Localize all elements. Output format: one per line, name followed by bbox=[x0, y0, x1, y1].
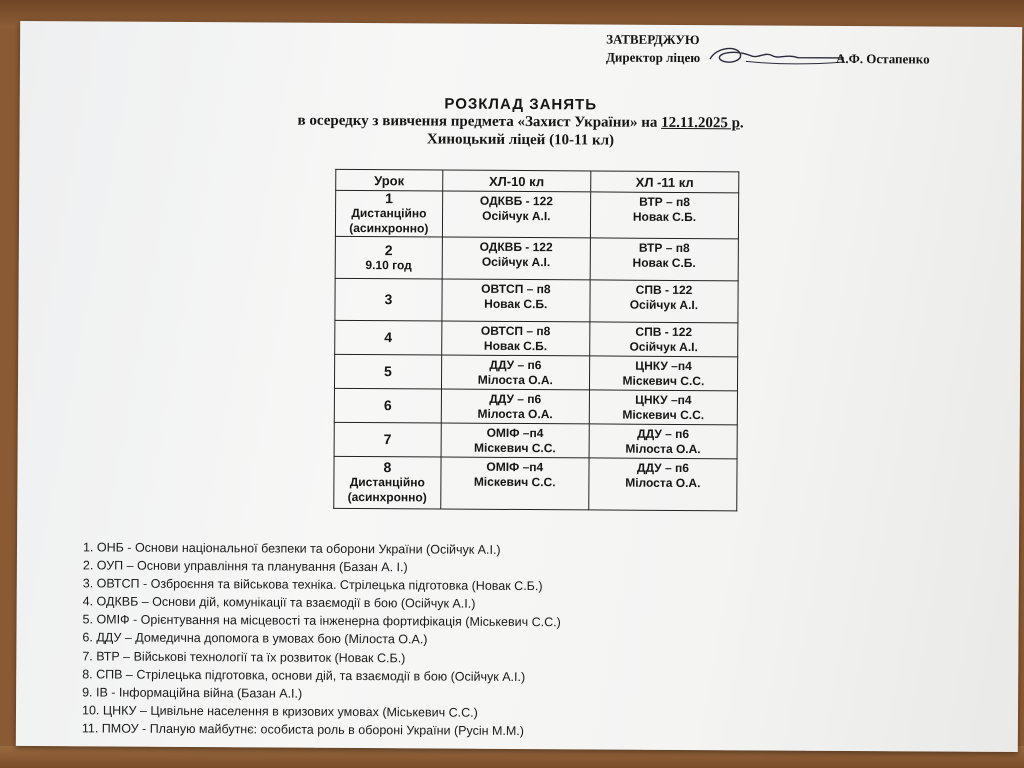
signature bbox=[706, 43, 846, 70]
lesson-number: 3 bbox=[384, 291, 393, 308]
lesson-cell bbox=[334, 456, 441, 509]
lesson-note: 9.10 год bbox=[365, 257, 412, 272]
lesson-note: Дистанційно (асинхронно) bbox=[349, 205, 429, 236]
teacher: Новак С.Б. bbox=[632, 209, 697, 225]
lesson-number: 4 bbox=[384, 329, 393, 346]
table-row bbox=[334, 354, 737, 390]
class-11-cell bbox=[589, 356, 737, 391]
class-10-cell bbox=[441, 389, 589, 424]
subject: ОВТСП – п8 bbox=[480, 323, 551, 339]
teacher: Осійчук А.І. bbox=[629, 297, 699, 313]
teacher: Осійчук А.І. bbox=[482, 208, 551, 224]
teacher: Міскевич С.С. bbox=[622, 373, 705, 389]
lesson-number: 8 bbox=[383, 459, 392, 476]
lesson-cell bbox=[334, 388, 441, 423]
subject: ЦНКУ –п4 bbox=[635, 392, 692, 408]
subject: СПВ - 122 bbox=[635, 324, 693, 340]
class-11-cell bbox=[590, 238, 738, 281]
list-item: 1. ОНБ - Основи національної безпеки та оборони України (Осійчук А.І.) bbox=[82, 540, 501, 557]
school-name: Хиноцький ліцей (10-11 кл) bbox=[426, 131, 615, 149]
subject: ВТР – п8 bbox=[638, 240, 690, 256]
lesson-cell bbox=[334, 422, 441, 457]
subject: ДДУ – п6 bbox=[636, 460, 689, 476]
subject: ВТР – п8 bbox=[639, 194, 691, 210]
teacher: Мілоста О.А. bbox=[625, 441, 701, 457]
lesson-number: 2 bbox=[384, 241, 393, 258]
table-row bbox=[334, 388, 737, 424]
class-10-cell bbox=[442, 279, 590, 322]
lesson-note: Дистанційно (асинхронно) bbox=[347, 474, 427, 505]
lesson-cell bbox=[335, 320, 442, 355]
approval-heading: ЗАТВЕРДЖУЮ bbox=[606, 31, 700, 48]
list-item: 11. ПМОУ - Планую майбутнє: особиста роль в обороні України (Русін М.М.) bbox=[81, 721, 524, 738]
teacher: Новак С.Б. bbox=[484, 296, 548, 312]
schedule-date: 12.11.2025 р bbox=[661, 114, 740, 132]
document-page bbox=[16, 21, 1022, 752]
lesson-number: 7 bbox=[383, 431, 392, 448]
class-10-cell bbox=[442, 237, 590, 280]
teacher: Осійчук А.І. bbox=[629, 339, 698, 355]
table-row bbox=[335, 278, 738, 322]
signer-name: А.Ф. Остапенко bbox=[835, 50, 930, 67]
signer-label: Директор ліцею bbox=[605, 49, 701, 66]
class-10-cell bbox=[441, 423, 589, 458]
subject: СПВ - 122 bbox=[635, 282, 693, 298]
class-11-cell bbox=[590, 192, 738, 239]
subtitle-prefix: в осередку з вивчення предмета «Захист України» на bbox=[297, 112, 662, 131]
teacher: Новак С.Б. bbox=[632, 255, 696, 271]
table-row bbox=[335, 320, 738, 356]
class-11-cell bbox=[590, 280, 738, 323]
class-11-cell bbox=[590, 322, 738, 357]
class-11-cell bbox=[589, 424, 737, 459]
teacher: Міскевич С.С. bbox=[473, 474, 556, 490]
list-item: 5. ОМІФ - Орієнтування на місцевості та інженерна фортифікація (Міськевич С.С.) bbox=[82, 612, 561, 630]
table-row bbox=[334, 456, 737, 510]
header-class-10: ХЛ-10 кл bbox=[442, 170, 590, 192]
list-item: 4. ОДКВБ – Основи дій, комунікації та взаємодії в бою (Осійчук А.І.) bbox=[82, 594, 476, 612]
teacher: Міскевич С.С. bbox=[622, 407, 705, 423]
teacher: Міскевич С.С. bbox=[474, 440, 556, 456]
subject: ОДКВБ - 122 bbox=[479, 239, 553, 255]
header-class-11: ХЛ -11 кл bbox=[591, 171, 739, 193]
class-11-cell bbox=[589, 390, 737, 425]
list-item: 9. ІВ - Інформаційна війна (Базан А.І.) bbox=[82, 685, 303, 701]
class-11-cell bbox=[589, 458, 737, 511]
list-item: 7. ВТР – Військові технології та їх розвиток (Новак С.Б.) bbox=[82, 648, 406, 665]
approval-block bbox=[606, 31, 1006, 73]
lesson-cell bbox=[335, 278, 442, 321]
list-item: 3. ОВТСП - Озброєння та військова техніка. Стрілецька підготовка (Новак С.Б.) bbox=[82, 576, 543, 594]
class-10-cell bbox=[441, 355, 589, 390]
table-row bbox=[334, 422, 737, 458]
schedule-table bbox=[333, 169, 739, 511]
lesson-cell bbox=[335, 190, 442, 237]
subject: ОМІФ –п4 bbox=[486, 425, 544, 441]
header-lesson: Урок bbox=[336, 169, 443, 191]
lesson-number: 1 bbox=[385, 190, 393, 207]
subtitle-suffix: . bbox=[739, 115, 744, 132]
teacher: Мілоста О.А. bbox=[625, 475, 701, 491]
subject: ОДКВБ - 122 bbox=[479, 193, 553, 209]
subject: ДДУ – п6 bbox=[489, 357, 542, 373]
teacher: Новак С.Б. bbox=[483, 338, 548, 354]
table-row bbox=[335, 190, 738, 238]
subject: ОВТСП – п8 bbox=[481, 281, 551, 297]
class-10-cell bbox=[441, 321, 589, 356]
lesson-cell bbox=[334, 354, 441, 389]
teacher: Мілоста О.А. bbox=[477, 406, 553, 422]
subject: ЦНКУ –п4 bbox=[635, 358, 692, 374]
abbreviations-legend bbox=[82, 538, 783, 741]
page-title: РОЗКЛАД ЗАНЯТЬ bbox=[444, 95, 598, 114]
lesson-number: 6 bbox=[383, 397, 392, 414]
list-item: 6. ДДУ – Домедична допомога в умовах бою (Мілоста О.А.) bbox=[82, 630, 428, 647]
teacher: Мілоста О.А. bbox=[477, 372, 553, 388]
teacher: Осійчук А.І. bbox=[481, 254, 551, 270]
class-10-cell bbox=[442, 191, 590, 238]
list-item: 10. ЦНКУ – Цивільне населення в кризових умовах (Міськевич С.С.) bbox=[81, 703, 478, 720]
subject: ДДУ – п6 bbox=[637, 426, 690, 442]
class-10-cell bbox=[440, 457, 588, 510]
subject: ДДУ – п6 bbox=[489, 391, 542, 407]
subject: ОМІФ –п4 bbox=[486, 459, 544, 475]
lesson-cell bbox=[335, 236, 442, 279]
lesson-number: 5 bbox=[384, 363, 392, 380]
table-row bbox=[335, 236, 738, 280]
list-item: 2. ОУП – Основи управління та планування (Базан А. І.) bbox=[82, 558, 408, 575]
list-item: 8. СПВ – Стрілецька підготовка, основи дій, та взаємодії в бою (Осійчук А.І.) bbox=[82, 666, 526, 684]
table-header-row bbox=[336, 169, 739, 192]
